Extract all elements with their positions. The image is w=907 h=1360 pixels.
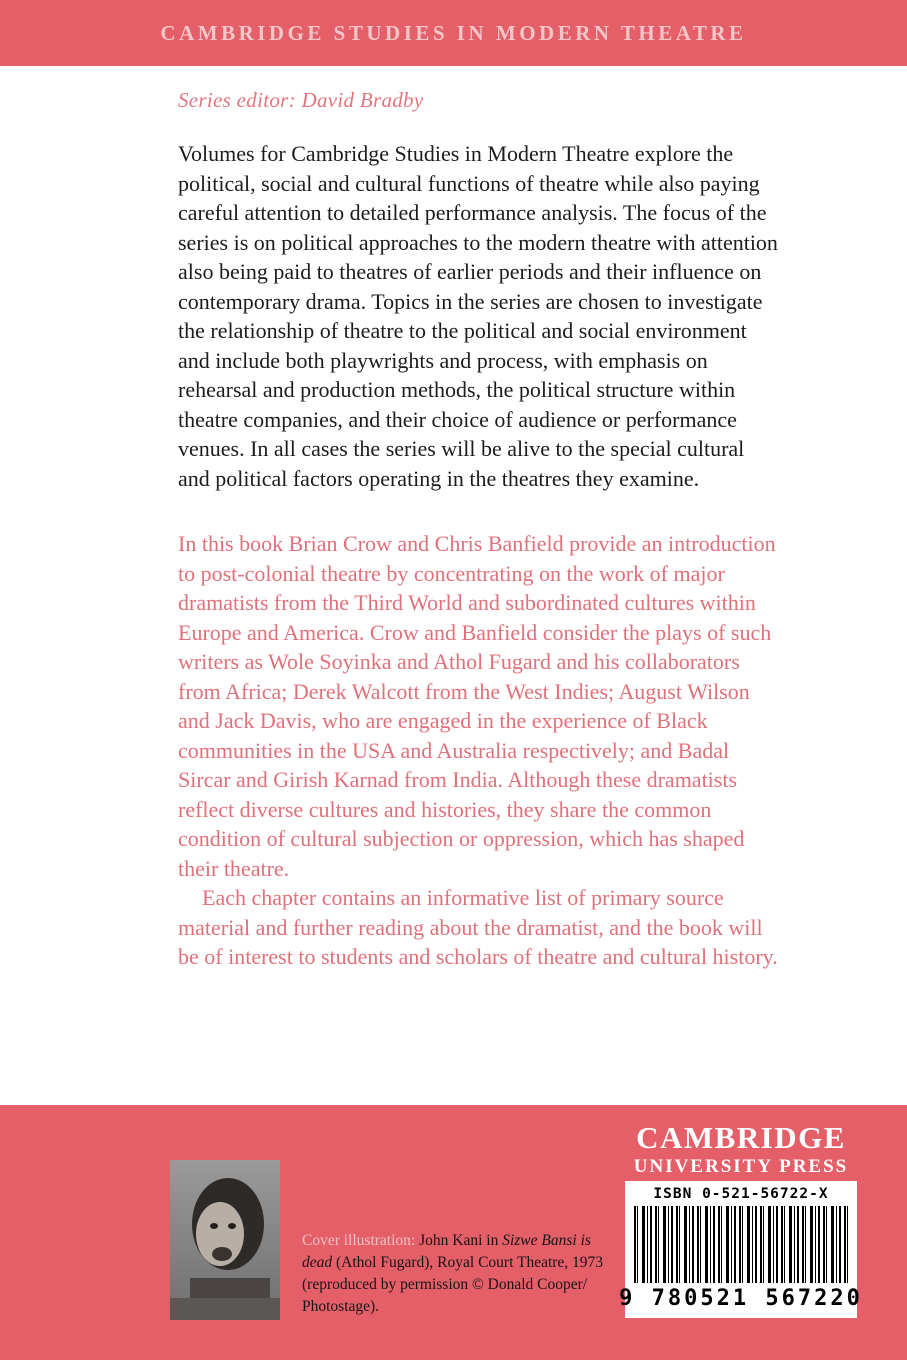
publisher-name: CAMBRIDGE: [636, 1120, 846, 1155]
series-editor-line: Series editor: David Bradby: [178, 88, 424, 112]
series-title: CAMBRIDGE STUDIES IN MODERN THEATRE: [160, 20, 747, 45]
caption-text-after: (Athol Fugard), Royal Court Theatre, 1973 (reproduced by permission © Donald Cooper/ Photostage).: [302, 1254, 604, 1315]
publisher-logo: [625, 1121, 857, 1179]
isbn-box: [619, 1181, 863, 1318]
publisher-subtitle: UNIVERSITY PRESS: [633, 1156, 849, 1177]
portrait-photo-placeholder: [170, 1160, 280, 1320]
caption-text-before: John Kani in: [415, 1232, 503, 1249]
series-description-paragraph: Volumes for Cambridge Studies in Modern Theatre explore the political, social and cultural functions of theatre while also paying careful attention to detailed performance analysis. The focus of the series is on political approaches to the modern theatre with attention also being paid to theatres of earlier periods and their influence on contemporary drama. Topics in the series are chosen to investigate the relationship of theatre to the political and social environment and include both playwrights and process, with emphasis on rehearsal and production methods, the political structure within theatre companies, and their choice of audience or performance venues. In all cases the series will be alive to the special cultural and political factors operating in the theatres they examine.: [178, 141, 778, 491]
blurb-paragraph-2: Each chapter contains an informative list of primary source material and further reading about the dramatist, and the book will be of interest to students and scholars of theatre and cultural history.: [178, 885, 778, 969]
book-blurb: [178, 529, 778, 972]
barcode: [634, 1206, 848, 1283]
caption-book-title: Sizwe Bansi is dead: [302, 1232, 591, 1271]
cover-illustration-caption: [302, 1230, 622, 1318]
header-banner: [0, 0, 907, 66]
ean-number: 9 780521 567220: [619, 1286, 863, 1311]
main-content: [178, 66, 778, 972]
blurb-paragraph-1: In this book Brian Crow and Chris Banfield provide an introduction to post-colonial theatre by concentrating on the work of major dramatists from the Third World and subordinated cultures within Europe and America. Crow and Banfield consider the plays of such writers as Wole Soyinka and Athol Fugard and his collaborators from Africa; Derek Walcott from the West Indies; August Wilson and Jack Davis, who are engaged in the experience of Black communities in the USA and Australia respectively; and Badal Sircar and Girish Karnad from India. Although these dramatists reflect diverse cultures and histories, they share the common condition of cultural subjection or oppression, which has shaped their theatre.: [178, 531, 776, 881]
footer-banner: [0, 1105, 907, 1360]
caption-label: Cover illustration:: [302, 1232, 416, 1249]
cover-illustration-photo: [170, 1160, 280, 1320]
isbn-label: ISBN 0-521-56722-X: [653, 1186, 829, 1202]
